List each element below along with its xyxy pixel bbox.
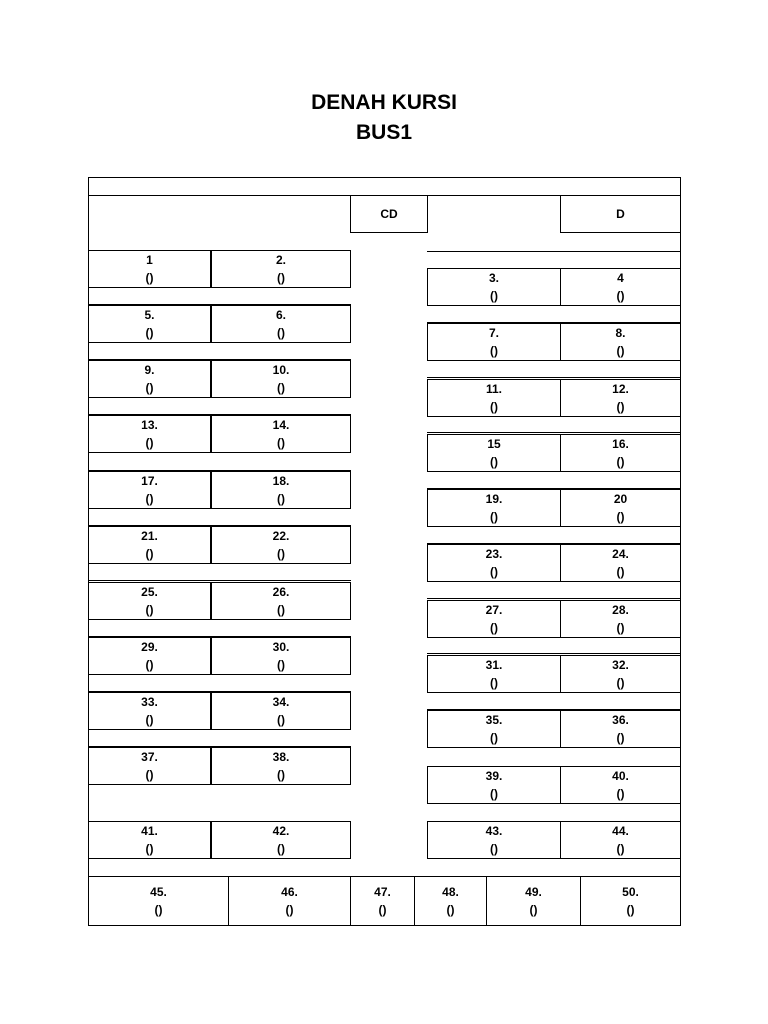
seat-16: [560, 434, 681, 472]
seat-occupant: (): [616, 731, 625, 745]
seat-occupant: (): [626, 903, 635, 917]
seat-number: 8.: [615, 326, 626, 340]
seat-number: 16.: [612, 437, 629, 451]
seat-occupant: (): [616, 455, 625, 469]
seat-number: 20: [613, 492, 628, 506]
cd-label: CD: [380, 207, 398, 221]
seat-occupant: (): [277, 381, 285, 395]
seat-occupant: (): [145, 381, 154, 395]
seat-1: [88, 250, 211, 288]
seat-occupant: (): [378, 903, 387, 917]
seat-number: 35.: [485, 713, 503, 727]
seat-number: 1: [146, 253, 153, 267]
seat-10: [211, 360, 351, 398]
seat-number: 10.: [272, 363, 290, 377]
seat-occupant: (): [145, 842, 154, 856]
seat-occupant: (): [154, 903, 163, 917]
seat-number: 30.: [272, 640, 290, 654]
seat-number: 21.: [141, 529, 158, 543]
seat-occupant: (): [616, 344, 625, 358]
seat-42: [211, 821, 351, 859]
seat-occupant: (): [616, 842, 625, 856]
seat-37: [88, 747, 211, 785]
seat-38: [211, 747, 351, 785]
seat-occupant: (): [277, 547, 285, 561]
seat-occupant: (): [145, 658, 154, 672]
seat-occupant: (): [490, 842, 498, 856]
seat-number: 26.: [272, 585, 290, 599]
seat-occupant: (): [277, 768, 285, 782]
seat-number: 38.: [272, 750, 290, 764]
seat-number: 37.: [141, 750, 158, 764]
seat-number: 44.: [612, 824, 629, 838]
seat-occupant: (): [490, 731, 498, 745]
seat-number: 17.: [141, 474, 158, 488]
seat-39: [427, 766, 561, 804]
seat-occupant: (): [145, 547, 154, 561]
seat-occupant: (): [277, 658, 285, 672]
seat-number: 29.: [141, 640, 158, 654]
seat-number: 14.: [272, 418, 290, 432]
seat-number: 18.: [272, 474, 290, 488]
seat-number: 33.: [141, 695, 158, 709]
seat-28: [560, 600, 681, 638]
seat-29: [88, 637, 211, 675]
seat-occupant: (): [616, 676, 625, 690]
seat-number: 50.: [622, 885, 639, 899]
seat-occupant: (): [277, 713, 285, 727]
seat-number: 36.: [612, 713, 629, 727]
seat-40: [560, 766, 681, 804]
seat-number: 3.: [488, 271, 499, 285]
seat-8: [560, 323, 681, 361]
seat-3: [427, 268, 561, 306]
seat-occupant: (): [490, 510, 498, 524]
seat-number: 23.: [485, 547, 503, 561]
seat-25: [88, 582, 211, 620]
seat-22: [211, 526, 351, 564]
seat-number: 5.: [144, 308, 155, 322]
seat-number: 47.: [374, 885, 391, 899]
seat-7: [427, 323, 561, 361]
seat-number: 43.: [485, 824, 503, 838]
seat-occupant: (): [529, 903, 538, 917]
seat-occupant: (): [490, 621, 498, 635]
seat-number: 2.: [275, 253, 286, 267]
seat-15: [427, 434, 561, 472]
seat-4: [560, 268, 681, 306]
seat-occupant: (): [145, 492, 154, 506]
seat-occupant: (): [285, 903, 294, 917]
seat-occupant: (): [145, 603, 154, 617]
seat-46: [228, 876, 351, 926]
seat-20: [560, 489, 681, 527]
seat-occupant: (): [490, 289, 498, 303]
seat-number: 48.: [442, 885, 459, 899]
seat-occupant: (): [616, 510, 625, 524]
seat-49: [486, 876, 581, 926]
bus-name: BUS1: [355, 121, 413, 144]
seat-occupant: (): [277, 842, 285, 856]
seat-number: 9.: [144, 363, 155, 377]
seat-number: 31.: [485, 658, 503, 672]
seat-19: [427, 489, 561, 527]
seat-26: [211, 582, 351, 620]
seat-number: 24.: [612, 547, 629, 561]
seat-34: [211, 692, 351, 730]
seat-number: 27.: [485, 603, 503, 617]
seat-number: 41.: [141, 824, 158, 838]
seat-21: [88, 526, 211, 564]
seat-number: 4: [617, 271, 624, 285]
seat-occupant: (): [277, 603, 285, 617]
seat-12: [560, 379, 681, 417]
seat-occupant: (): [490, 344, 498, 358]
seat-occupant: (): [616, 787, 625, 801]
seat-occupant: (): [616, 565, 625, 579]
seat-41: [88, 821, 211, 859]
seat-occupant: (): [145, 713, 154, 727]
seat-occupant: (): [490, 400, 498, 414]
seat-13: [88, 415, 211, 453]
page-title: DENAH KURSI: [311, 91, 457, 114]
seat-number: 13.: [141, 418, 158, 432]
seat-occupant: (): [145, 436, 154, 450]
seat-50: [580, 876, 681, 926]
seat-6: [211, 305, 351, 343]
seat-number: 28.: [612, 603, 629, 617]
seat-44: [560, 821, 681, 859]
seat-number: 25.: [141, 585, 158, 599]
seat-24: [560, 544, 681, 582]
seat-number: 11.: [485, 382, 503, 396]
seat-33: [88, 692, 211, 730]
seat-36: [560, 710, 681, 748]
seat-occupant: (): [490, 676, 498, 690]
seat-5: [88, 305, 211, 343]
seat-14: [211, 415, 351, 453]
seat-18: [211, 471, 351, 509]
seat-occupant: (): [277, 326, 285, 340]
seat-31: [427, 655, 561, 693]
seat-number: 15: [487, 437, 501, 451]
seat-number: 6.: [275, 308, 286, 322]
seat-23: [427, 544, 561, 582]
seat-43: [427, 821, 561, 859]
seat-number: 46.: [281, 885, 298, 899]
seat-number: 45.: [150, 885, 167, 899]
seat-occupant: (): [490, 565, 498, 579]
seat-occupant: (): [490, 787, 498, 801]
seat-48: [414, 876, 487, 926]
seat-45: [88, 876, 229, 926]
seat-number: 32.: [612, 658, 629, 672]
seat-32: [560, 655, 681, 693]
seat-occupant: (): [616, 400, 625, 414]
seat-occupant: (): [145, 271, 154, 285]
seat-occupant: (): [277, 492, 285, 506]
seat-number: 42.: [272, 824, 290, 838]
seat-number: 19.: [485, 492, 503, 506]
seat-occupant: (): [616, 621, 625, 635]
seat-occupant: (): [616, 289, 625, 303]
seat-47: [350, 876, 415, 926]
seat-number: 12.: [612, 382, 629, 396]
seat-occupant: (): [446, 903, 455, 917]
seat-occupant: (): [277, 271, 285, 285]
seat-17: [88, 471, 211, 509]
seat-occupant: (): [490, 455, 498, 469]
seat-number: 22.: [272, 529, 290, 543]
seat-35: [427, 710, 561, 748]
seat-number: 40.: [612, 769, 629, 783]
seat-27: [427, 600, 561, 638]
seat-30: [211, 637, 351, 675]
seat-number: 39.: [485, 769, 503, 783]
seat-number: 49.: [525, 885, 542, 899]
seat-occupant: (): [277, 436, 285, 450]
driver-label: D: [616, 207, 625, 221]
seat-occupant: (): [145, 326, 154, 340]
seat-2: [211, 250, 351, 288]
seat-number: 34.: [272, 695, 290, 709]
seat-9: [88, 360, 211, 398]
seat-number: 7.: [488, 326, 499, 340]
seat-occupant: (): [145, 768, 154, 782]
seat-11: [427, 379, 561, 417]
